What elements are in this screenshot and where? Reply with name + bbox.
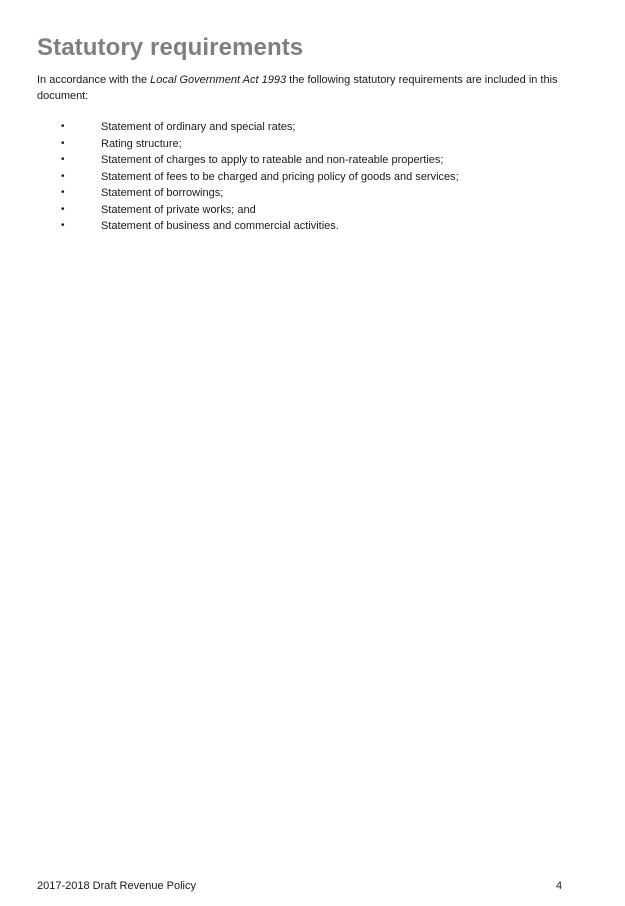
bullet-icon: • bbox=[61, 187, 65, 198]
bullet-icon: • bbox=[61, 121, 65, 132]
list-item-text: Statement of ordinary and special rates; bbox=[101, 121, 296, 133]
bullet-icon: • bbox=[61, 220, 65, 231]
intro-text-before: In accordance with the bbox=[37, 74, 151, 86]
act-title: Local Government Act 1993 bbox=[150, 74, 287, 86]
footer-document-title: 2017-2018 Draft Revenue Policy bbox=[37, 880, 196, 892]
list-item-text: Statement of business and commercial activities. bbox=[101, 220, 339, 232]
list-item-text: Statement of borrowings; bbox=[101, 187, 224, 199]
intro-paragraph bbox=[37, 72, 597, 104]
bullet-icon: • bbox=[61, 203, 65, 215]
bullet-icon: • bbox=[61, 154, 65, 165]
footer-page-number: 4 bbox=[556, 880, 563, 892]
intro-text-after: the following statutory requirements are included in this document: bbox=[37, 74, 558, 102]
list-item-text: Statement of charges to apply to rateable and non-rateable properties; bbox=[101, 154, 444, 166]
list-item-text: Statement of private works; and bbox=[101, 203, 256, 216]
bullet-icon: • bbox=[61, 170, 65, 182]
list-item-text: Rating structure; bbox=[101, 137, 182, 150]
bullet-icon: • bbox=[61, 137, 65, 149]
page-heading: Statutory requirements bbox=[37, 34, 304, 61]
list-item-text: Statement of fees to be charged and pricing policy of goods and services; bbox=[101, 170, 459, 183]
